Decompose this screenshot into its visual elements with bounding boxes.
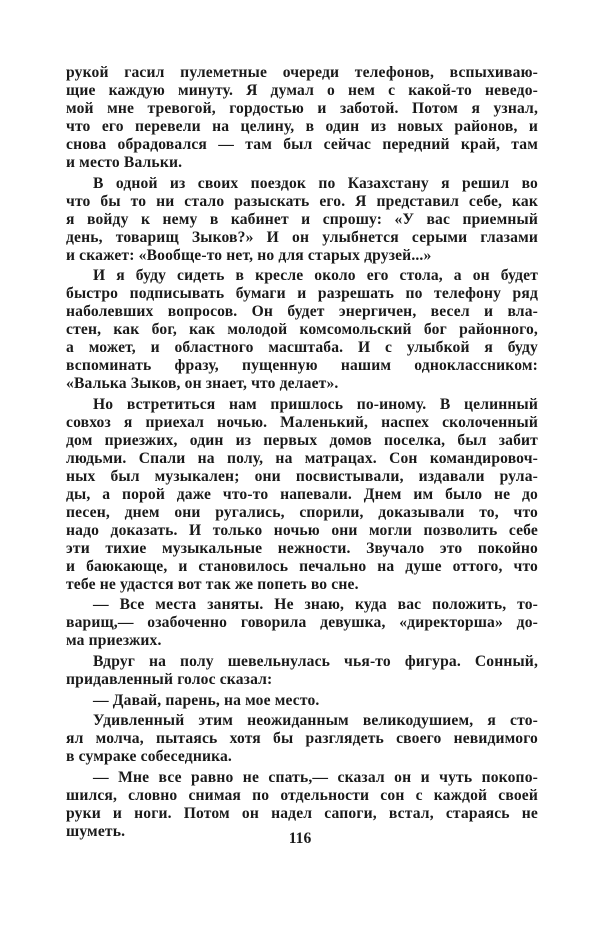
text-line: быстро подписывать бумаги и разрешать по телефону ряд xyxy=(66,285,538,303)
text-line: ма приезжих. xyxy=(66,632,162,650)
text-line: руки и ноги. Потом он надел сапоги, встал, стараясь не xyxy=(66,804,538,822)
paragraph xyxy=(66,175,538,265)
text-line: и скажет: «Вообще-то нет, но для старых друзей...» xyxy=(66,246,432,264)
book-page-body xyxy=(66,64,538,843)
paragraph xyxy=(66,712,538,766)
paragraph xyxy=(66,396,538,594)
paragraph xyxy=(66,692,538,710)
text-line: что бы то ни стало разыскать его. Я представил себе, как xyxy=(66,192,538,210)
text-line: вспоминать фразу, пущенную нашим одноклассником: xyxy=(66,357,538,375)
page-number: 116 xyxy=(288,830,312,847)
text-line: и баюкающе, и становилось печально на душе оттого, что xyxy=(66,557,538,575)
text-line: шился, словно снимая по отдельности сон с каждой своей xyxy=(66,786,538,804)
text-line: мой мне тревогой, гордостью и заботой. Потом я узнал, xyxy=(66,100,538,117)
text-line: ных был музыкален; они посвистывали, издавали рула- xyxy=(66,467,538,485)
text-line: и место Вальки. xyxy=(66,154,183,171)
text-line: ял молча, пытаясь хотя бы разглядеть своего невидимого xyxy=(66,730,538,748)
paragraph xyxy=(66,653,538,689)
text-line: что его перевели на целину, в один из новых районов, и xyxy=(66,118,538,135)
text-line: — Мне все равно не спать,— сказал он и чуть покопо- xyxy=(93,768,538,786)
text-line: Но встретиться нам пришлось по-иному. В целинный xyxy=(93,395,538,413)
text-line: тебе не удастся вот так же попеть во сне. xyxy=(66,575,359,593)
text-line: день, товарищ Зыков?» И он улыбнется серыми глазами xyxy=(66,228,538,246)
text-line: ды, а порой даже что-то напевали. Днем им было не до xyxy=(66,485,538,503)
text-line: снова обрадовался — там был сейчас передний край, там xyxy=(66,136,538,153)
text-line: в сумраке собеседника. xyxy=(66,748,232,766)
text-line: «Валька Зыков, он знает, что делает». xyxy=(66,375,339,393)
text-line: песен, днем они ругались, спорили, доказывали то, что xyxy=(66,503,538,521)
text-line: людьми. Спали на полу, на матрацах. Сон командировоч- xyxy=(66,449,538,467)
text-line: И я буду сидеть в кресле около его стола, а он будет xyxy=(93,267,538,285)
text-line: наболевших вопросов. Он будет энергичен, весел и вла- xyxy=(66,303,538,321)
text-line: — Все места заняты. Не знаю, куда вас положить, то- xyxy=(93,596,538,614)
text-line: эти тихие музыкальные нежности. Звучало это покойно xyxy=(66,539,538,557)
text-line: шуметь. xyxy=(66,822,126,840)
text-line: придавленный голос сказал: xyxy=(66,670,273,688)
text-line: дом приезжих, один из первых домов поселка, был забит xyxy=(66,431,538,449)
paragraph xyxy=(66,267,538,393)
text-line: стен, как бог, как молодой комсомольский бог районного, xyxy=(66,321,538,339)
text-line: щие каждую минуту. Я думал о нем с какой-то неведо- xyxy=(66,82,538,99)
text-line: В одной из своих поездок по Казахстану я решил во xyxy=(93,174,538,192)
text-line: рукой гасил пулеметные очереди телефонов, вспыхиваю- xyxy=(66,64,538,81)
text-line: варищ,— озабоченно говорила девушка, «директорша» до- xyxy=(66,614,538,632)
text-line: Удивленный этим неожиданным великодушием, я сто- xyxy=(93,712,538,730)
text-line: я войду к нему в кабинет и спрошу: «У вас приемный xyxy=(66,210,538,228)
text-line: совхоз я приехал ночью. Маленький, наспех сколоченный xyxy=(66,413,538,431)
text-line: надо доказать. И только ночью они могли позволить себе xyxy=(66,521,538,539)
paragraph xyxy=(66,596,538,650)
paragraph xyxy=(66,64,538,172)
text-line: — Давай, парень, на мое место. xyxy=(93,691,320,709)
text-line: Вдруг на полу шевельнулась чья-то фигура. Сонный, xyxy=(93,652,538,670)
text-line: а может, и областного масштаба. И с улыбкой я буду xyxy=(66,339,538,357)
